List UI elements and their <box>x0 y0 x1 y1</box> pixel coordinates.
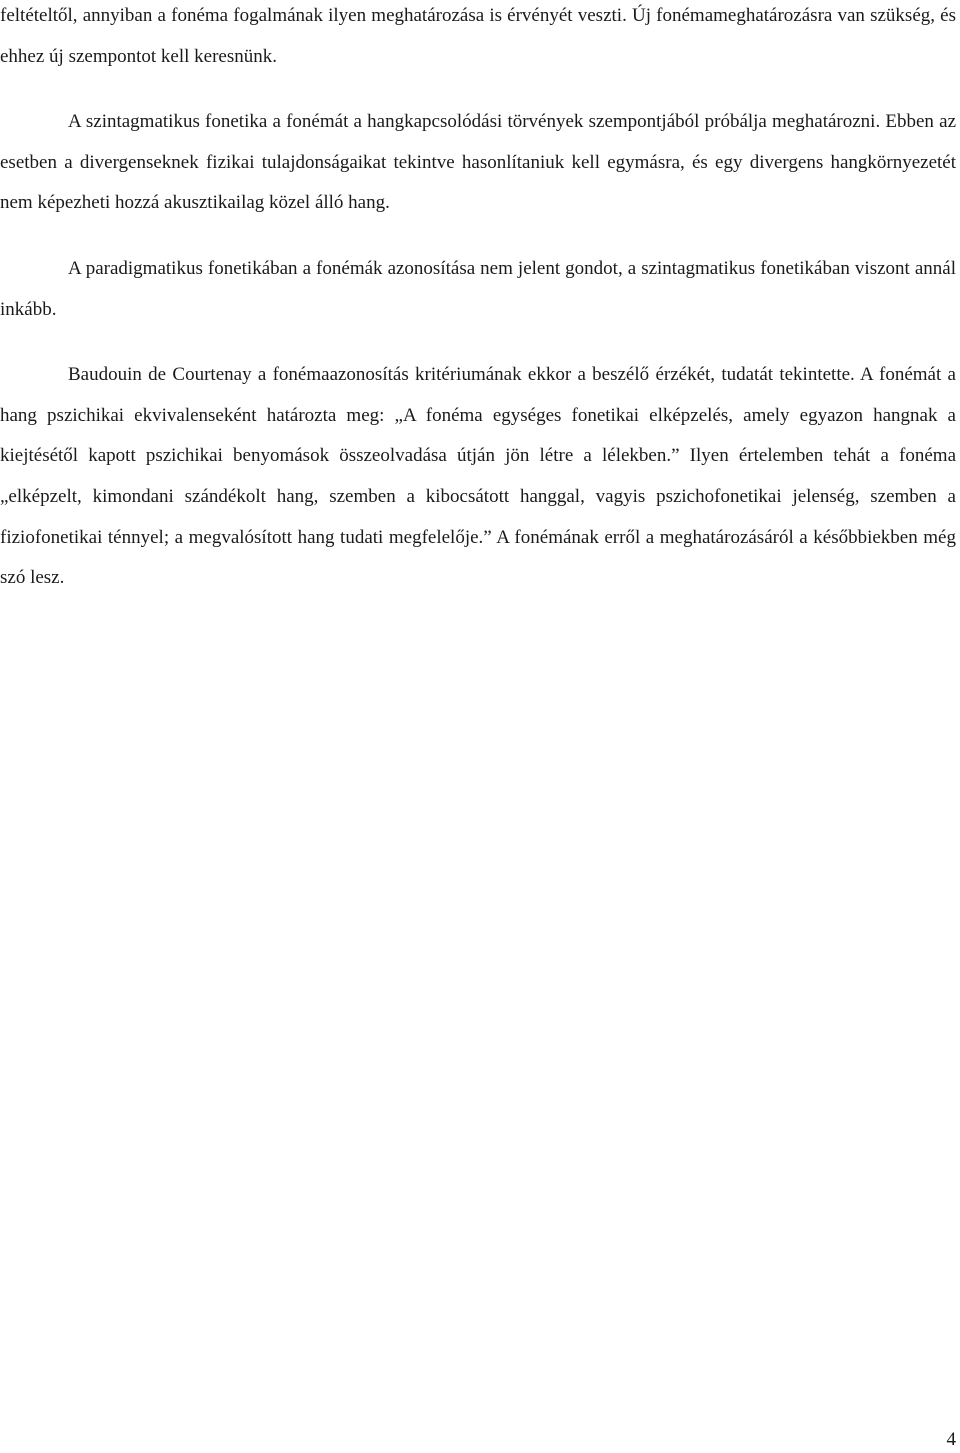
document-body <box>0 0 956 599</box>
paragraph-continuation: feltételtől, annyiban a fonéma fogalmának ilyen meghatározása is érvényét veszti. Új fonémameghatározásra van szükség, és ehhez új szempontot kell keresnünk. <box>0 5 956 67</box>
paragraph-paradigmatic-phonetics: A paradigmatikus fonetikában a fonémák azonosítása nem jelent gondot, a szintagmatikus fonetikában viszont annál inkább. <box>0 257 956 320</box>
paragraph-baudouin-de-courtenay: Baudouin de Courtenay a fonémaazonosítás kritériumának ekkor a beszélő érzékét, tudatát tekintette. A fonémát a hang pszichikai ekvivalenseként határozta meg: „A fonéma egységes fonetikai elképzelés, amely egyazon hangnak a kiejtésétől kapott pszichikai benyomások összeolvadása útján jön létre a lélekben.” Ilyen értelemben tehát a fonéma „elképzelt, kimondani szándékolt hang, szemben a kibocsátott hanggal, vagyis pszichofonetikai jelenség, szemben a fiziofonetikai ténnyel; a megvalósított hang tudati megfelelője.” A fonémának erről a meghatározásáról a későbbiekben még szó lesz. <box>0 364 956 589</box>
paragraph-syntagmatic-phonetics: A szintagmatikus fonetika a fonémát a hangkapcsolódási törvények szempontjából próbálja meghatározni. Ebben az esetben a divergenseknek fizikai tulajdonságaikat tekintve hasonlítaniuk kell egymásra, és egy divergens hangkörnyezetét nem képezheti hozzá akusztikailag közel álló hang. <box>0 111 956 214</box>
page-number: 4 <box>946 1429 956 1450</box>
